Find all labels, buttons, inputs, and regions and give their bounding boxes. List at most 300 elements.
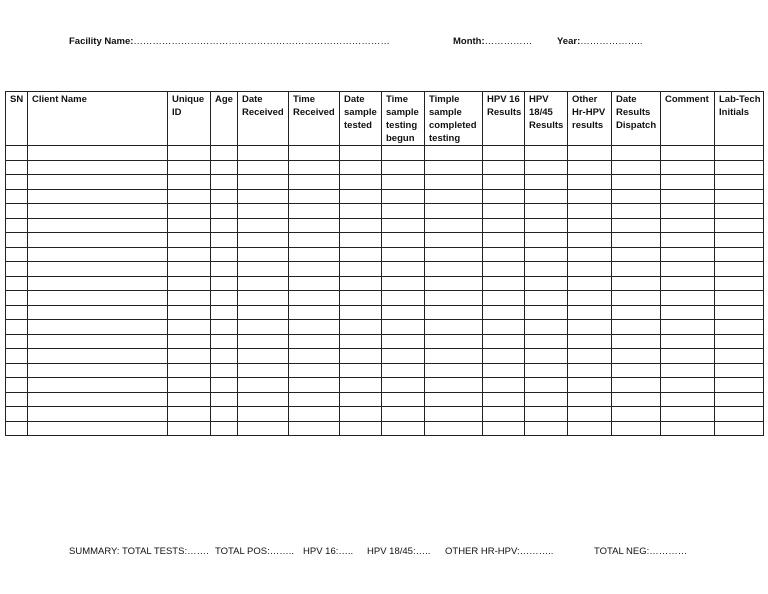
table-cell[interactable] xyxy=(28,276,168,291)
table-cell[interactable] xyxy=(382,349,425,364)
table-cell[interactable] xyxy=(28,349,168,364)
table-cell[interactable] xyxy=(568,175,612,190)
table-cell[interactable] xyxy=(238,160,289,175)
table-cell[interactable] xyxy=(211,320,238,335)
table-cell[interactable] xyxy=(382,363,425,378)
table-cell[interactable] xyxy=(28,363,168,378)
table-cell[interactable] xyxy=(382,378,425,393)
table-cell[interactable] xyxy=(568,305,612,320)
table-cell[interactable] xyxy=(612,291,661,306)
table-cell[interactable] xyxy=(525,146,568,161)
table-cell[interactable] xyxy=(211,233,238,248)
table-cell[interactable] xyxy=(168,349,211,364)
table-cell[interactable] xyxy=(28,247,168,262)
table-cell[interactable] xyxy=(715,233,764,248)
table-cell[interactable] xyxy=(425,392,483,407)
table-cell[interactable] xyxy=(211,407,238,422)
table-cell[interactable] xyxy=(28,189,168,204)
table-cell[interactable] xyxy=(168,421,211,436)
table-cell[interactable] xyxy=(525,305,568,320)
table-cell[interactable] xyxy=(483,392,525,407)
table-cell[interactable] xyxy=(661,146,715,161)
table-cell[interactable] xyxy=(425,262,483,277)
table-cell[interactable] xyxy=(28,421,168,436)
table-cell[interactable] xyxy=(382,247,425,262)
table-cell[interactable] xyxy=(661,305,715,320)
table-cell[interactable] xyxy=(6,262,28,277)
table-cell[interactable] xyxy=(238,392,289,407)
table-cell[interactable] xyxy=(525,233,568,248)
table-cell[interactable] xyxy=(483,276,525,291)
table-cell[interactable] xyxy=(6,218,28,233)
table-cell[interactable] xyxy=(28,378,168,393)
table-cell[interactable] xyxy=(525,276,568,291)
table-cell[interactable] xyxy=(661,392,715,407)
table-cell[interactable] xyxy=(340,378,382,393)
table-cell[interactable] xyxy=(715,378,764,393)
table-cell[interactable] xyxy=(612,392,661,407)
table-cell[interactable] xyxy=(525,392,568,407)
table-cell[interactable] xyxy=(211,291,238,306)
table-cell[interactable] xyxy=(661,189,715,204)
table-cell[interactable] xyxy=(612,349,661,364)
table-cell[interactable] xyxy=(525,320,568,335)
table-cell[interactable] xyxy=(525,189,568,204)
table-cell[interactable] xyxy=(238,247,289,262)
table-cell[interactable] xyxy=(168,407,211,422)
table-cell[interactable] xyxy=(28,160,168,175)
table-cell[interactable] xyxy=(483,349,525,364)
table-cell[interactable] xyxy=(661,262,715,277)
table-cell[interactable] xyxy=(612,189,661,204)
table-cell[interactable] xyxy=(715,175,764,190)
table-cell[interactable] xyxy=(340,421,382,436)
table-cell[interactable] xyxy=(340,291,382,306)
table-cell[interactable] xyxy=(382,160,425,175)
table-cell[interactable] xyxy=(525,204,568,219)
table-cell[interactable] xyxy=(525,407,568,422)
table-cell[interactable] xyxy=(211,392,238,407)
table-cell[interactable] xyxy=(661,160,715,175)
table-cell[interactable] xyxy=(568,204,612,219)
table-cell[interactable] xyxy=(289,305,340,320)
table-cell[interactable] xyxy=(568,392,612,407)
table-cell[interactable] xyxy=(289,320,340,335)
table-cell[interactable] xyxy=(6,233,28,248)
table-cell[interactable] xyxy=(6,392,28,407)
table-cell[interactable] xyxy=(568,276,612,291)
table-cell[interactable] xyxy=(661,218,715,233)
table-cell[interactable] xyxy=(6,334,28,349)
table-cell[interactable] xyxy=(612,262,661,277)
table-cell[interactable] xyxy=(168,146,211,161)
table-cell[interactable] xyxy=(28,218,168,233)
table-cell[interactable] xyxy=(612,175,661,190)
table-cell[interactable] xyxy=(6,378,28,393)
table-cell[interactable] xyxy=(612,407,661,422)
table-cell[interactable] xyxy=(28,175,168,190)
table-cell[interactable] xyxy=(6,349,28,364)
table-cell[interactable] xyxy=(568,291,612,306)
table-cell[interactable] xyxy=(289,233,340,248)
table-cell[interactable] xyxy=(28,204,168,219)
table-cell[interactable] xyxy=(612,421,661,436)
table-cell[interactable] xyxy=(238,363,289,378)
table-cell[interactable] xyxy=(568,247,612,262)
table-cell[interactable] xyxy=(425,233,483,248)
table-cell[interactable] xyxy=(211,160,238,175)
table-cell[interactable] xyxy=(168,291,211,306)
table-cell[interactable] xyxy=(568,421,612,436)
table-cell[interactable] xyxy=(289,392,340,407)
table-cell[interactable] xyxy=(715,334,764,349)
table-cell[interactable] xyxy=(340,392,382,407)
table-cell[interactable] xyxy=(483,175,525,190)
table-cell[interactable] xyxy=(715,421,764,436)
table-cell[interactable] xyxy=(168,320,211,335)
table-cell[interactable] xyxy=(28,305,168,320)
table-cell[interactable] xyxy=(425,320,483,335)
table-cell[interactable] xyxy=(715,392,764,407)
table-cell[interactable] xyxy=(28,262,168,277)
table-cell[interactable] xyxy=(28,291,168,306)
table-cell[interactable] xyxy=(425,160,483,175)
table-cell[interactable] xyxy=(715,160,764,175)
table-cell[interactable] xyxy=(211,421,238,436)
table-cell[interactable] xyxy=(238,320,289,335)
month-field[interactable] xyxy=(453,36,532,47)
table-cell[interactable] xyxy=(483,363,525,378)
table-cell[interactable] xyxy=(483,291,525,306)
table-cell[interactable] xyxy=(238,407,289,422)
table-cell[interactable] xyxy=(6,204,28,219)
table-cell[interactable] xyxy=(238,189,289,204)
table-cell[interactable] xyxy=(612,160,661,175)
table-cell[interactable] xyxy=(289,175,340,190)
table-cell[interactable] xyxy=(425,189,483,204)
table-cell[interactable] xyxy=(6,363,28,378)
table-cell[interactable] xyxy=(483,407,525,422)
table-cell[interactable] xyxy=(238,378,289,393)
table-cell[interactable] xyxy=(211,363,238,378)
table-cell[interactable] xyxy=(568,160,612,175)
table-cell[interactable] xyxy=(425,247,483,262)
table-cell[interactable] xyxy=(382,204,425,219)
table-cell[interactable] xyxy=(483,204,525,219)
table-cell[interactable] xyxy=(715,247,764,262)
table-cell[interactable] xyxy=(238,175,289,190)
table-cell[interactable] xyxy=(568,189,612,204)
year-field[interactable] xyxy=(557,36,643,47)
table-cell[interactable] xyxy=(289,146,340,161)
table-cell[interactable] xyxy=(425,407,483,422)
table-cell[interactable] xyxy=(425,175,483,190)
table-cell[interactable] xyxy=(568,349,612,364)
table-cell[interactable] xyxy=(289,378,340,393)
table-cell[interactable] xyxy=(238,262,289,277)
table-cell[interactable] xyxy=(483,320,525,335)
table-cell[interactable] xyxy=(483,305,525,320)
table-cell[interactable] xyxy=(211,276,238,291)
table-cell[interactable] xyxy=(382,291,425,306)
table-cell[interactable] xyxy=(168,262,211,277)
table-cell[interactable] xyxy=(525,421,568,436)
table-cell[interactable] xyxy=(425,218,483,233)
table-cell[interactable] xyxy=(715,218,764,233)
table-cell[interactable] xyxy=(168,305,211,320)
table-cell[interactable] xyxy=(289,334,340,349)
table-cell[interactable] xyxy=(612,247,661,262)
table-cell[interactable] xyxy=(382,334,425,349)
table-cell[interactable] xyxy=(28,233,168,248)
facility-name-blank[interactable]: ……………………………………………………………………… xyxy=(133,36,390,47)
table-cell[interactable] xyxy=(340,349,382,364)
table-cell[interactable] xyxy=(661,320,715,335)
table-cell[interactable] xyxy=(483,378,525,393)
table-cell[interactable] xyxy=(168,363,211,378)
table-cell[interactable] xyxy=(483,421,525,436)
table-cell[interactable] xyxy=(6,291,28,306)
table-cell[interactable] xyxy=(382,421,425,436)
table-cell[interactable] xyxy=(483,262,525,277)
table-cell[interactable] xyxy=(525,291,568,306)
table-cell[interactable] xyxy=(568,146,612,161)
table-cell[interactable] xyxy=(289,189,340,204)
table-cell[interactable] xyxy=(568,233,612,248)
table-cell[interactable] xyxy=(382,189,425,204)
table-cell[interactable] xyxy=(6,305,28,320)
month-blank[interactable]: …………… xyxy=(484,36,533,47)
table-cell[interactable] xyxy=(568,378,612,393)
table-cell[interactable] xyxy=(168,392,211,407)
table-cell[interactable] xyxy=(6,276,28,291)
table-cell[interactable] xyxy=(211,262,238,277)
table-cell[interactable] xyxy=(382,233,425,248)
table-cell[interactable] xyxy=(425,334,483,349)
table-cell[interactable] xyxy=(425,291,483,306)
table-cell[interactable] xyxy=(568,334,612,349)
table-cell[interactable] xyxy=(238,218,289,233)
table-cell[interactable] xyxy=(715,291,764,306)
table-cell[interactable] xyxy=(715,204,764,219)
table-cell[interactable] xyxy=(661,407,715,422)
table-cell[interactable] xyxy=(168,334,211,349)
table-cell[interactable] xyxy=(6,189,28,204)
table-cell[interactable] xyxy=(661,349,715,364)
table-cell[interactable] xyxy=(289,160,340,175)
table-cell[interactable] xyxy=(382,305,425,320)
table-cell[interactable] xyxy=(340,189,382,204)
table-cell[interactable] xyxy=(382,262,425,277)
table-cell[interactable] xyxy=(238,233,289,248)
table-cell[interactable] xyxy=(340,276,382,291)
table-cell[interactable] xyxy=(238,421,289,436)
table-cell[interactable] xyxy=(525,363,568,378)
year-blank[interactable]: ……………….. xyxy=(580,36,643,47)
facility-name-field[interactable] xyxy=(69,36,390,47)
table-cell[interactable] xyxy=(525,262,568,277)
table-cell[interactable] xyxy=(340,334,382,349)
table-cell[interactable] xyxy=(289,276,340,291)
table-cell[interactable] xyxy=(340,146,382,161)
table-cell[interactable] xyxy=(168,189,211,204)
table-cell[interactable] xyxy=(340,363,382,378)
table-cell[interactable] xyxy=(568,262,612,277)
table-cell[interactable] xyxy=(568,320,612,335)
table-cell[interactable] xyxy=(425,276,483,291)
table-cell[interactable] xyxy=(6,421,28,436)
table-cell[interactable] xyxy=(661,247,715,262)
table-cell[interactable] xyxy=(661,363,715,378)
table-cell[interactable] xyxy=(211,146,238,161)
table-cell[interactable] xyxy=(483,233,525,248)
table-cell[interactable] xyxy=(211,175,238,190)
table-cell[interactable] xyxy=(238,334,289,349)
table-cell[interactable] xyxy=(483,189,525,204)
table-cell[interactable] xyxy=(483,247,525,262)
table-cell[interactable] xyxy=(168,233,211,248)
table-cell[interactable] xyxy=(28,392,168,407)
table-cell[interactable] xyxy=(238,291,289,306)
table-cell[interactable] xyxy=(168,247,211,262)
table-cell[interactable] xyxy=(289,262,340,277)
table-cell[interactable] xyxy=(289,204,340,219)
table-cell[interactable] xyxy=(168,160,211,175)
table-cell[interactable] xyxy=(211,378,238,393)
table-cell[interactable] xyxy=(715,189,764,204)
table-cell[interactable] xyxy=(612,204,661,219)
table-cell[interactable] xyxy=(661,204,715,219)
table-cell[interactable] xyxy=(289,218,340,233)
table-cell[interactable] xyxy=(340,247,382,262)
table-cell[interactable] xyxy=(661,378,715,393)
table-cell[interactable] xyxy=(238,349,289,364)
table-cell[interactable] xyxy=(568,363,612,378)
table-cell[interactable] xyxy=(238,146,289,161)
table-cell[interactable] xyxy=(211,189,238,204)
table-cell[interactable] xyxy=(238,276,289,291)
table-cell[interactable] xyxy=(6,146,28,161)
table-cell[interactable] xyxy=(661,421,715,436)
table-cell[interactable] xyxy=(168,175,211,190)
table-cell[interactable] xyxy=(525,218,568,233)
table-cell[interactable] xyxy=(425,305,483,320)
table-cell[interactable] xyxy=(425,146,483,161)
table-cell[interactable] xyxy=(6,175,28,190)
table-cell[interactable] xyxy=(289,349,340,364)
table-cell[interactable] xyxy=(340,233,382,248)
table-cell[interactable] xyxy=(568,407,612,422)
table-cell[interactable] xyxy=(525,247,568,262)
table-cell[interactable] xyxy=(483,334,525,349)
table-cell[interactable] xyxy=(340,407,382,422)
table-cell[interactable] xyxy=(715,276,764,291)
table-cell[interactable] xyxy=(483,146,525,161)
table-cell[interactable] xyxy=(382,146,425,161)
table-cell[interactable] xyxy=(6,160,28,175)
table-cell[interactable] xyxy=(612,218,661,233)
table-cell[interactable] xyxy=(525,349,568,364)
table-cell[interactable] xyxy=(28,320,168,335)
table-cell[interactable] xyxy=(168,378,211,393)
table-cell[interactable] xyxy=(382,392,425,407)
table-cell[interactable] xyxy=(238,204,289,219)
table-cell[interactable] xyxy=(6,407,28,422)
table-cell[interactable] xyxy=(715,305,764,320)
table-cell[interactable] xyxy=(168,218,211,233)
table-cell[interactable] xyxy=(425,349,483,364)
table-cell[interactable] xyxy=(340,305,382,320)
table-cell[interactable] xyxy=(289,421,340,436)
table-cell[interactable] xyxy=(612,378,661,393)
table-cell[interactable] xyxy=(715,262,764,277)
table-cell[interactable] xyxy=(289,407,340,422)
table-cell[interactable] xyxy=(382,218,425,233)
table-cell[interactable] xyxy=(661,276,715,291)
table-cell[interactable] xyxy=(340,175,382,190)
table-cell[interactable] xyxy=(211,349,238,364)
table-cell[interactable] xyxy=(715,349,764,364)
table-cell[interactable] xyxy=(289,291,340,306)
table-cell[interactable] xyxy=(340,218,382,233)
table-cell[interactable] xyxy=(568,218,612,233)
table-cell[interactable] xyxy=(289,363,340,378)
table-cell[interactable] xyxy=(425,421,483,436)
table-cell[interactable] xyxy=(382,320,425,335)
table-cell[interactable] xyxy=(382,407,425,422)
table-cell[interactable] xyxy=(612,334,661,349)
table-cell[interactable] xyxy=(483,160,525,175)
table-cell[interactable] xyxy=(612,320,661,335)
table-cell[interactable] xyxy=(661,175,715,190)
table-cell[interactable] xyxy=(211,247,238,262)
table-cell[interactable] xyxy=(525,378,568,393)
table-cell[interactable] xyxy=(28,146,168,161)
table-cell[interactable] xyxy=(340,204,382,219)
table-cell[interactable] xyxy=(612,363,661,378)
table-cell[interactable] xyxy=(425,363,483,378)
table-cell[interactable] xyxy=(612,305,661,320)
table-cell[interactable] xyxy=(211,334,238,349)
table-cell[interactable] xyxy=(612,146,661,161)
table-cell[interactable] xyxy=(425,378,483,393)
table-cell[interactable] xyxy=(525,160,568,175)
table-cell[interactable] xyxy=(211,204,238,219)
table-cell[interactable] xyxy=(661,233,715,248)
table-cell[interactable] xyxy=(715,407,764,422)
table-cell[interactable] xyxy=(6,247,28,262)
table-cell[interactable] xyxy=(168,276,211,291)
table-cell[interactable] xyxy=(28,334,168,349)
table-cell[interactable] xyxy=(28,407,168,422)
table-cell[interactable] xyxy=(425,204,483,219)
table-cell[interactable] xyxy=(6,320,28,335)
table-cell[interactable] xyxy=(211,218,238,233)
table-cell[interactable] xyxy=(661,291,715,306)
table-cell[interactable] xyxy=(340,160,382,175)
table-cell[interactable] xyxy=(483,218,525,233)
table-cell[interactable] xyxy=(340,262,382,277)
table-cell[interactable] xyxy=(289,247,340,262)
table-cell[interactable] xyxy=(525,334,568,349)
table-cell[interactable] xyxy=(612,233,661,248)
table-cell[interactable] xyxy=(612,276,661,291)
table-cell[interactable] xyxy=(661,334,715,349)
table-cell[interactable] xyxy=(382,276,425,291)
table-cell[interactable] xyxy=(238,305,289,320)
table-cell[interactable] xyxy=(211,305,238,320)
table-cell[interactable] xyxy=(715,146,764,161)
